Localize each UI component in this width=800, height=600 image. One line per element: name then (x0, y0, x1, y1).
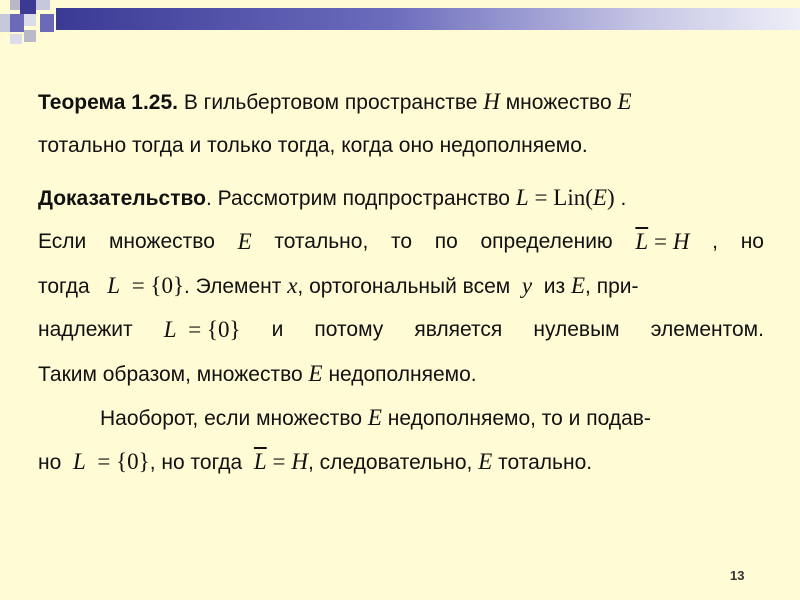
text: Наоборот, если множество (100, 407, 363, 430)
text: , но тогда (149, 451, 243, 474)
theorem-label: Теорема 1.25. (38, 91, 178, 114)
word: то (390, 230, 413, 253)
math-E: E (478, 449, 493, 474)
math-eq: = (272, 449, 286, 474)
deco-square (24, 14, 36, 26)
deco-square (36, 0, 50, 10)
text: тогда (38, 275, 90, 298)
math-eq: = (534, 185, 548, 210)
math-lin: Lin( (553, 185, 593, 210)
word: множество (108, 230, 215, 253)
word: элементом. (650, 318, 764, 341)
text: из (543, 275, 566, 298)
math-L: L (72, 449, 86, 474)
text: множество (505, 91, 612, 114)
proof-line-2 (38, 220, 764, 264)
deco-square (40, 14, 54, 32)
text: . (620, 187, 627, 210)
math-H: H (483, 89, 500, 114)
proof-line-6 (38, 396, 764, 440)
math-H: H (291, 449, 308, 474)
math-eq: = {0} (188, 317, 241, 342)
math-eq: = (654, 229, 667, 254)
math-close: ) (606, 185, 615, 210)
text: недополняемо. (328, 363, 477, 386)
math-E: E (617, 89, 632, 114)
math-L-bar: $\overline{L}$ (253, 449, 267, 474)
proof-line-5 (38, 352, 764, 396)
slide-content (38, 80, 764, 484)
math-E: E (308, 361, 323, 386)
word: определению (480, 230, 613, 253)
theorem-line-2: тотально тогда и только тогда, когда оно недополняемо. (38, 134, 588, 157)
word: потому (314, 318, 384, 341)
text: но (38, 451, 62, 474)
math-E: E (367, 405, 382, 430)
math-closure (635, 220, 689, 264)
text: . Элемент (184, 275, 282, 298)
math-L: L (107, 273, 121, 298)
header-decoration (0, 0, 800, 50)
word: надлежит (38, 318, 133, 341)
text: , ортогональный всем (297, 275, 511, 298)
header-gradient-bar (56, 8, 800, 30)
theorem-line-1 (38, 80, 764, 124)
math-E: E (237, 229, 252, 254)
word: нулевым (533, 318, 620, 341)
proof-line-3 (38, 264, 764, 308)
math-L-bar: $\overline{L}$ (635, 229, 649, 254)
deco-square (10, 34, 22, 44)
proof-line-7 (38, 440, 764, 484)
word: тотально, (274, 230, 369, 253)
text: , следовательно, (308, 451, 473, 474)
math-H: H (672, 229, 690, 254)
math-x: x (287, 273, 298, 298)
math-eq: = {0} (97, 449, 150, 474)
math-L-zero (164, 308, 241, 352)
proof-line-4 (38, 308, 764, 352)
text: тотально. (498, 451, 593, 474)
math-E: E (592, 185, 607, 210)
word: является (414, 318, 503, 341)
math-L: L (163, 317, 177, 342)
text: В гильбертовом пространстве (183, 91, 478, 114)
math-y: y (521, 273, 533, 298)
word: по (434, 230, 458, 253)
word: но (740, 230, 764, 253)
word: Если (38, 230, 87, 253)
deco-square (10, 0, 20, 10)
text: недополняемо, то и подав- (387, 407, 651, 430)
deco-square (24, 30, 36, 42)
math-L: L (515, 185, 529, 210)
page-number: 13 (730, 568, 745, 583)
text: Таким образом, множество (38, 363, 303, 386)
math-E: E (570, 273, 586, 298)
proof-label: Доказательство (38, 187, 206, 210)
word: и (271, 318, 284, 341)
deco-square (10, 14, 24, 32)
word: , (712, 230, 718, 253)
deco-square (20, 0, 36, 14)
proof-line-1 (38, 176, 764, 220)
math-eq: = {0} (131, 273, 185, 298)
text: , при- (585, 275, 639, 298)
text: . Рассмотрим подпространство (205, 187, 510, 210)
deco-square (0, 14, 10, 32)
